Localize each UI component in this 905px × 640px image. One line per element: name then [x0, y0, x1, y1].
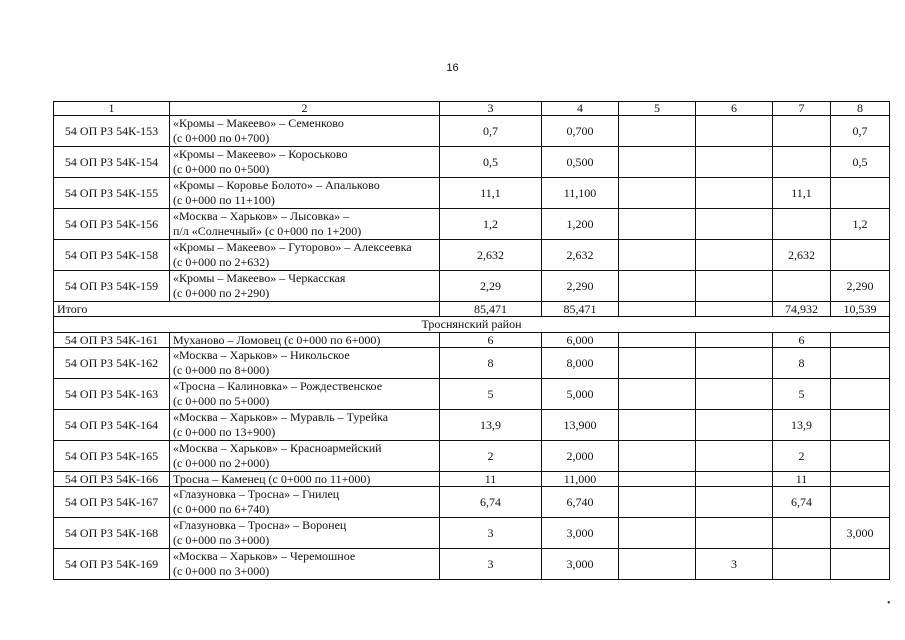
road-name-line: «Кромы – Макеево» – Короськово — [173, 147, 348, 161]
road-name — [170, 472, 440, 487]
road-range-line: (с 0+000 по 3+000) — [173, 533, 270, 547]
value-c4: 1,200 — [542, 209, 619, 240]
road-name-line: Тросна – Каменец (с 0+000 по 11+000) — [173, 472, 371, 486]
value-c6 — [696, 441, 773, 472]
header-cell: 6 — [696, 102, 773, 116]
road-code: 54 ОП РЗ 54К-153 — [54, 116, 170, 147]
table-row — [54, 487, 890, 518]
value-c6 — [696, 271, 773, 302]
value-c4: 11,100 — [542, 178, 619, 209]
value-c5 — [619, 518, 696, 549]
value-c8: 3,000 — [831, 518, 890, 549]
value-c6 — [696, 240, 773, 271]
value-c6 — [696, 487, 773, 518]
value-c6 — [696, 147, 773, 178]
road-code: 54 ОП РЗ 54К-154 — [54, 147, 170, 178]
value-c5 — [619, 487, 696, 518]
road-code: 54 ОП РЗ 54К-162 — [54, 348, 170, 379]
table-row — [54, 379, 890, 410]
value-c7: 6 — [773, 333, 831, 348]
value-c6 — [696, 472, 773, 487]
table-row — [54, 116, 890, 147]
value-c5 — [619, 348, 696, 379]
value-c4: 13,900 — [542, 410, 619, 441]
value-c8 — [831, 333, 890, 348]
road-range-line: п/л «Солнечный» (с 0+000 по 1+200) — [173, 224, 362, 238]
value-c6 — [696, 410, 773, 441]
total-c7: 74,932 — [773, 302, 831, 317]
table-row — [54, 271, 890, 302]
header-cell: 8 — [831, 102, 890, 116]
value-c8 — [831, 240, 890, 271]
value-c3: 3 — [440, 518, 542, 549]
value-c6 — [696, 379, 773, 410]
value-c3: 6,74 — [440, 487, 542, 518]
road-name-line: «Москва – Харьков» – Черемошное — [173, 549, 356, 563]
road-name-line: «Кромы – Макеево» – Семенково — [173, 116, 344, 130]
page-number: 16 — [446, 62, 459, 74]
road-code: 54 ОП РЗ 54К-159 — [54, 271, 170, 302]
value-c3: 3 — [440, 549, 542, 580]
road-code: 54 ОП РЗ 54К-161 — [54, 333, 170, 348]
value-c7: 11 — [773, 472, 831, 487]
value-c3: 11 — [440, 472, 542, 487]
road-range-line: (с 0+000 по 6+740) — [173, 502, 270, 516]
value-c7 — [773, 271, 831, 302]
road-code: 54 ОП РЗ 54К-165 — [54, 441, 170, 472]
road-name-line: «Тросна – Калиновка» – Рождественское — [173, 379, 383, 393]
value-c3: 6 — [440, 333, 542, 348]
value-c8 — [831, 178, 890, 209]
road-range-line: (с 0+000 по 2+632) — [173, 255, 270, 269]
table-body — [54, 102, 890, 580]
value-c5 — [619, 410, 696, 441]
value-c5 — [619, 240, 696, 271]
road-name-line: «Глазуновка – Тросна» – Гнилец — [173, 487, 340, 501]
value-c7: 8 — [773, 348, 831, 379]
value-c4: 8,000 — [542, 348, 619, 379]
road-name-line: «Кромы – Макеево» – Черкасская — [173, 271, 346, 285]
road-range-line: (с 0+000 по 2+290) — [173, 286, 270, 300]
value-c7 — [773, 209, 831, 240]
table-row — [54, 472, 890, 487]
table-row — [54, 441, 890, 472]
value-c3: 11,1 — [440, 178, 542, 209]
road-name — [170, 348, 440, 379]
value-c8 — [831, 410, 890, 441]
value-c7: 6,74 — [773, 487, 831, 518]
value-c8 — [831, 441, 890, 472]
value-c4: 2,000 — [542, 441, 619, 472]
road-name — [170, 379, 440, 410]
value-c3: 0,7 — [440, 116, 542, 147]
value-c4: 0,700 — [542, 116, 619, 147]
table-row — [54, 333, 890, 348]
road-range-line: (с 0+000 по 3+000) — [173, 564, 270, 578]
road-name-line: Муханово – Ломовец (с 0+000 по 6+000) — [173, 333, 381, 347]
table-row — [54, 178, 890, 209]
road-range-line: (с 0+000 по 11+100) — [173, 193, 275, 207]
scan-mark: • — [887, 598, 891, 609]
value-c4: 5,000 — [542, 379, 619, 410]
road-name-line: «Глазуновка – Тросна» – Воронец — [173, 518, 347, 532]
road-name — [170, 271, 440, 302]
value-c4: 2,290 — [542, 271, 619, 302]
value-c5 — [619, 116, 696, 147]
road-range-line: (с 0+000 по 2+000) — [173, 456, 270, 470]
value-c3: 1,2 — [440, 209, 542, 240]
road-code: 54 ОП РЗ 54К-155 — [54, 178, 170, 209]
value-c7: 13,9 — [773, 410, 831, 441]
table-row — [54, 147, 890, 178]
road-name-line: «Кромы – Коровье Болото» – Апальково — [173, 178, 380, 192]
road-name — [170, 549, 440, 580]
value-c8 — [831, 472, 890, 487]
district-row — [54, 317, 890, 333]
road-code: 54 ОП РЗ 54К-166 — [54, 472, 170, 487]
value-c7: 2,632 — [773, 240, 831, 271]
value-c8 — [831, 379, 890, 410]
value-c5 — [619, 333, 696, 348]
value-c5 — [619, 147, 696, 178]
header-cell: 4 — [542, 102, 619, 116]
road-name-line: «Кромы – Макеево» – Гуторово» – Алексеевка — [173, 240, 412, 254]
value-c5 — [619, 209, 696, 240]
value-c8 — [831, 348, 890, 379]
total-row — [54, 302, 890, 317]
value-c8: 1,2 — [831, 209, 890, 240]
header-cell: 5 — [619, 102, 696, 116]
road-name — [170, 240, 440, 271]
value-c4: 3,000 — [542, 549, 619, 580]
table-row — [54, 549, 890, 580]
value-c6: 3 — [696, 549, 773, 580]
road-name-line: «Москва – Харьков» – Лысовка» – — [173, 209, 350, 223]
value-c4: 2,632 — [542, 240, 619, 271]
value-c7 — [773, 116, 831, 147]
road-code: 54 ОП РЗ 54К-156 — [54, 209, 170, 240]
road-code: 54 ОП РЗ 54К-168 — [54, 518, 170, 549]
value-c6 — [696, 178, 773, 209]
value-c7 — [773, 549, 831, 580]
district-heading: Троснянский район — [54, 317, 890, 333]
table-row — [54, 209, 890, 240]
value-c3: 13,9 — [440, 410, 542, 441]
value-c8 — [831, 487, 890, 518]
road-code: 54 ОП РЗ 54К-169 — [54, 549, 170, 580]
value-c7: 11,1 — [773, 178, 831, 209]
road-range-line: (с 0+000 по 0+500) — [173, 162, 270, 176]
total-c3: 85,471 — [440, 302, 542, 317]
value-c6 — [696, 333, 773, 348]
total-c5 — [619, 302, 696, 317]
road-name — [170, 441, 440, 472]
value-c7 — [773, 147, 831, 178]
value-c5 — [619, 441, 696, 472]
header-cell: 1 — [54, 102, 170, 116]
value-c3: 2 — [440, 441, 542, 472]
road-name — [170, 487, 440, 518]
header-cell: 7 — [773, 102, 831, 116]
value-c5 — [619, 178, 696, 209]
road-name — [170, 116, 440, 147]
value-c6 — [696, 209, 773, 240]
value-c3: 5 — [440, 379, 542, 410]
road-name — [170, 333, 440, 348]
road-code: 54 ОП РЗ 54К-164 — [54, 410, 170, 441]
value-c6 — [696, 348, 773, 379]
total-c4: 85,471 — [542, 302, 619, 317]
value-c7: 2 — [773, 441, 831, 472]
road-code: 54 ОП РЗ 54К-167 — [54, 487, 170, 518]
value-c7: 5 — [773, 379, 831, 410]
value-c3: 0,5 — [440, 147, 542, 178]
value-c4: 0,500 — [542, 147, 619, 178]
road-code: 54 ОП РЗ 54К-158 — [54, 240, 170, 271]
value-c4: 3,000 — [542, 518, 619, 549]
road-name-line: «Москва – Харьков» – Никольское — [173, 348, 350, 362]
header-cell: 2 — [170, 102, 440, 116]
table-row — [54, 348, 890, 379]
value-c6 — [696, 518, 773, 549]
road-name-line: «Москва – Харьков» – Муравль – Турейка — [173, 410, 389, 424]
road-name — [170, 147, 440, 178]
value-c4: 11,000 — [542, 472, 619, 487]
value-c8: 2,290 — [831, 271, 890, 302]
value-c3: 2,632 — [440, 240, 542, 271]
value-c8: 0,5 — [831, 147, 890, 178]
header-row — [54, 102, 890, 116]
road-name-line: «Москва – Харьков» – Красноармейский — [173, 441, 382, 455]
value-c6 — [696, 116, 773, 147]
road-range-line: (с 0+000 по 13+900) — [173, 425, 276, 439]
value-c5 — [619, 472, 696, 487]
header-cell: 3 — [440, 102, 542, 116]
road-code: 54 ОП РЗ 54К-163 — [54, 379, 170, 410]
road-name — [170, 410, 440, 441]
total-c6 — [696, 302, 773, 317]
road-name — [170, 209, 440, 240]
value-c5 — [619, 549, 696, 580]
value-c3: 8 — [440, 348, 542, 379]
value-c5 — [619, 271, 696, 302]
value-c4: 6,000 — [542, 333, 619, 348]
table-row — [54, 410, 890, 441]
road-range-line: (с 0+000 по 8+000) — [173, 363, 270, 377]
value-c4: 6,740 — [542, 487, 619, 518]
total-label: Итого — [54, 302, 440, 317]
table-row — [54, 240, 890, 271]
road-name — [170, 178, 440, 209]
value-c3: 2,29 — [440, 271, 542, 302]
roads-table — [53, 101, 890, 580]
table-row — [54, 518, 890, 549]
value-c8 — [831, 549, 890, 580]
value-c7 — [773, 518, 831, 549]
value-c5 — [619, 379, 696, 410]
road-range-line: (с 0+000 по 5+000) — [173, 394, 270, 408]
road-name — [170, 518, 440, 549]
value-c8: 0,7 — [831, 116, 890, 147]
road-range-line: (с 0+000 по 0+700) — [173, 131, 270, 145]
total-c8: 10,539 — [831, 302, 890, 317]
